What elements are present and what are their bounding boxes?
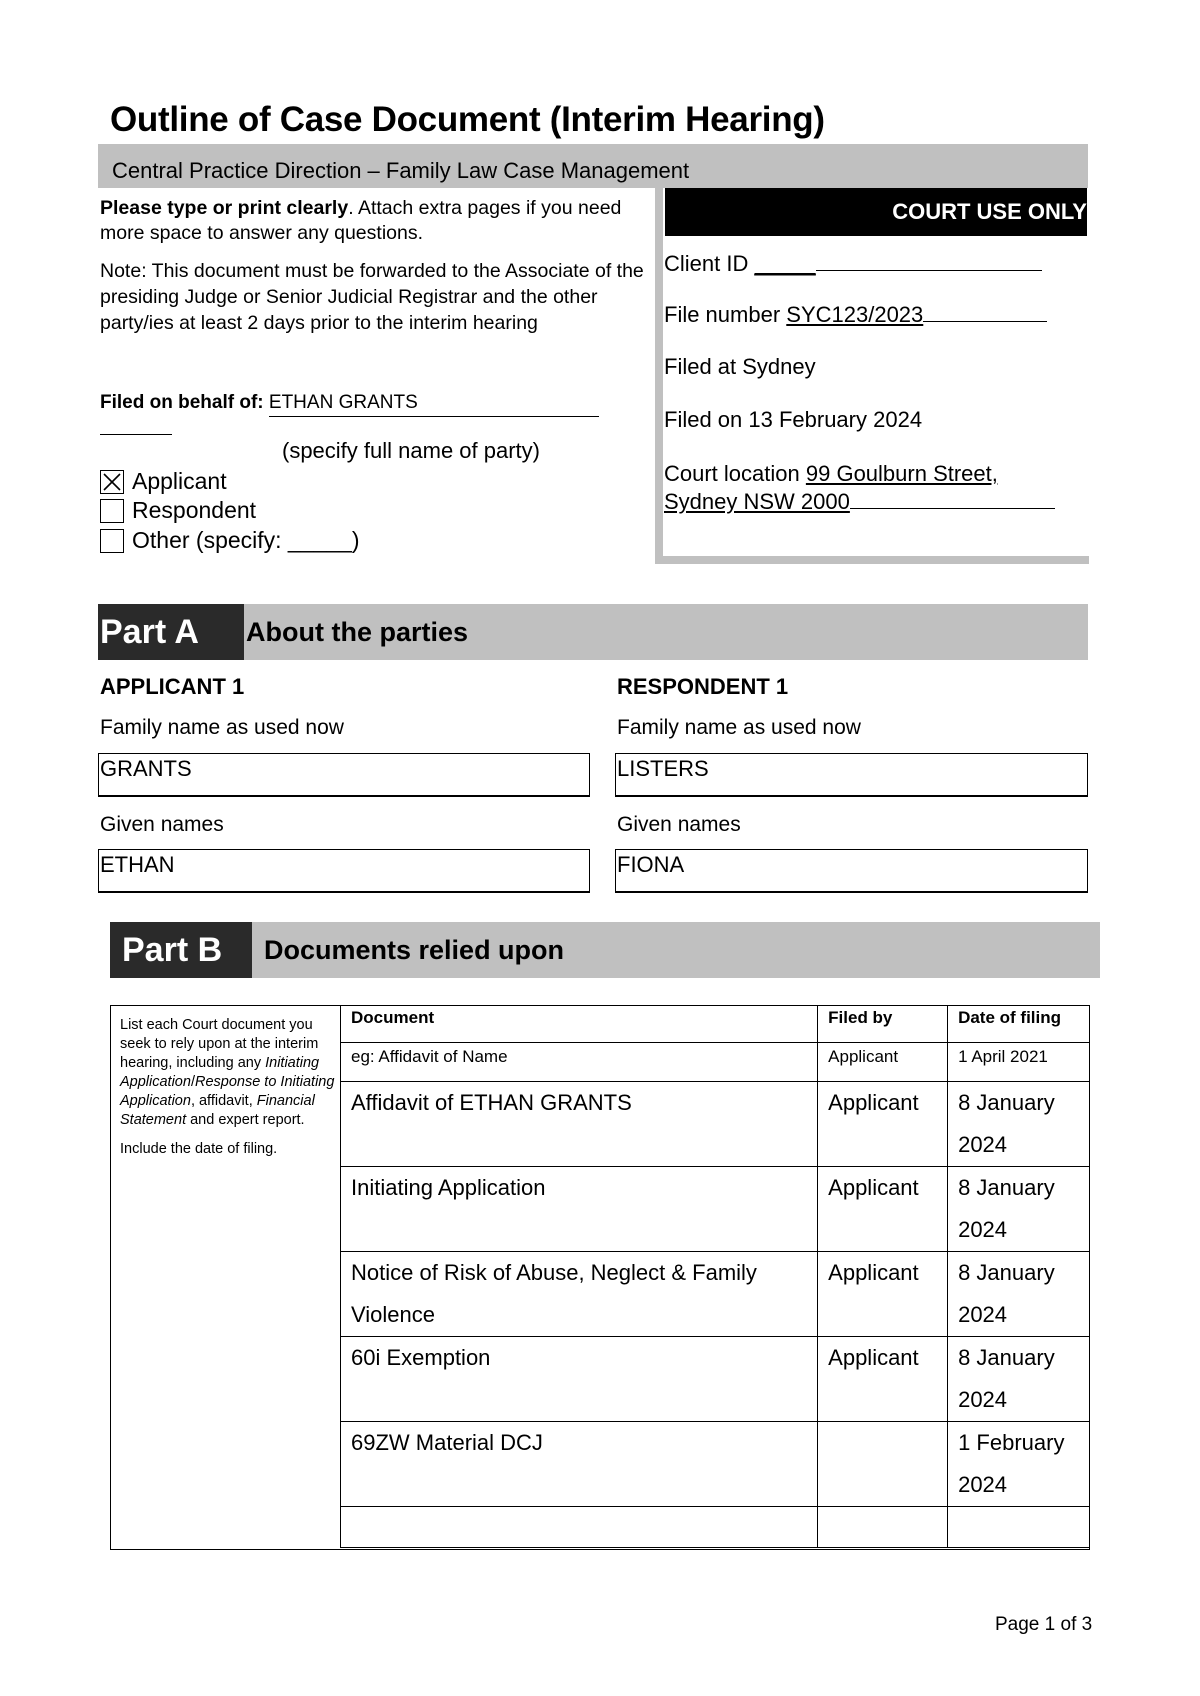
instr-text1: List each Court document you seek to rely upon at the interim hearing, including any [120,1017,319,1071]
date-cell[interactable]: 8 January 2024 [948,1337,1090,1422]
table-header-row [341,1006,1090,1043]
date-cell[interactable]: 8 January 2024 [948,1167,1090,1252]
table-row [341,1167,1090,1252]
instr-sep: / [190,1074,195,1090]
table-example-row [341,1043,1090,1082]
respondent-given-label: Given names [617,813,741,836]
date-cell[interactable]: 8 January 2024 [948,1252,1090,1337]
note-text: Note: This document must be forwarded to the Associate of the presiding Judge or Senior Judicial Registrar and the other party/ies at least 2 days prior to the interim hearing [100,260,644,334]
intro-bold: Please type or print clearly [100,197,349,219]
filed-on-behalf-field[interactable] [269,390,599,417]
respondent-given-input[interactable]: FIONA [615,849,1088,893]
example-filed-by: Applicant [818,1043,948,1082]
filed-by-cell[interactable] [818,1422,948,1507]
court-use-header: COURT USE ONLY [665,188,1087,236]
filed-on: Filed on 13 February 2024 [664,407,923,432]
table-row [341,1422,1090,1507]
date-cell[interactable]: 1 February 2024 [948,1422,1090,1507]
example-date: 1 April 2021 [948,1043,1090,1082]
checkbox-respondent[interactable] [100,499,124,523]
court-location-field[interactable] [664,460,1078,516]
applicant-given-label: Given names [100,813,224,836]
instr-italic3: Financial Statement [120,1093,315,1128]
document-cell[interactable]: Initiating Application [341,1167,818,1252]
filed-on-behalf-continuation [100,420,172,435]
document-cell[interactable]: Affidavit of ETHAN GRANTS [341,1082,818,1167]
instr-text4: Include the date of filing. [120,1141,278,1157]
filed-at: Filed at Sydney [664,354,816,379]
checkbox-respondent-label: Respondent [132,497,257,523]
checkbox-row-respondent[interactable] [100,497,256,524]
court-location-trailing-line [850,508,1055,509]
part-b-title: Documents relied upon [264,935,565,965]
part-b-bar [110,922,1100,978]
checkbox-applicant[interactable] [100,470,124,494]
page-subtitle: Central Practice Direction – Family Law Case Management [112,158,690,183]
document-cell[interactable] [341,1507,818,1548]
filed-on-behalf-label: Filed on behalf of: [100,392,264,413]
document-cell[interactable]: 60i Exemption [341,1337,818,1422]
checkbox-applicant-label: Applicant [132,468,227,494]
court-location-line1: 99 Goulburn Street, [805,461,998,486]
date-cell[interactable]: 8 January 2024 [948,1082,1090,1167]
intro-rest: . Attach extra pages if you need more space to answer any questions. [100,197,622,244]
table-row [341,1337,1090,1422]
checkbox-other-label: Other (specify: _____) [132,527,360,553]
file-number-field[interactable] [664,301,1078,329]
filed-by-cell[interactable]: Applicant [818,1082,948,1167]
example-document: eg: Affidavit of Name [341,1043,818,1082]
page-title: Outline of Case Document (Interim Hearing) [110,100,825,139]
filed-on-behalf [100,390,620,443]
file-number-value: SYC123/2023 [786,302,924,327]
intro-text [100,196,660,246]
applicant-heading: APPLICANT 1 [100,674,245,699]
instr-text2: , affidavit, [190,1093,257,1109]
filed-on-behalf-hint: (specify full name of party) [282,438,540,463]
checkbox-row-other[interactable] [100,527,360,554]
client-id-value: _____ [754,251,816,276]
part-b-label: Part B [110,922,252,978]
column-header-document: Document [341,1006,818,1043]
applicant-given-input[interactable]: ETHAN [98,849,590,893]
court-location-line2: Sydney NSW 2000 [664,489,850,514]
document-cell[interactable]: 69ZW Material DCJ [341,1422,818,1507]
filed-by-cell[interactable]: Applicant [818,1337,948,1422]
date-cell[interactable] [948,1507,1090,1548]
documents-instructions [120,1016,335,1159]
respondent-family-input[interactable]: LISTERS [615,753,1088,797]
document-cell[interactable]: Notice of Risk of Abuse, Neglect & Family Violence [341,1252,818,1337]
respondent-family-label: Family name as used now [617,716,861,739]
column-header-date: Date of filing [948,1006,1090,1043]
part-a-title: About the parties [246,617,469,647]
instr-italic2: Response to Initiating Application [120,1074,335,1109]
page-number: Page 1 of 3 [995,1614,1093,1635]
filed-on-behalf-value: ETHAN GRANTS [268,392,418,413]
file-number-line [923,321,1047,322]
part-a-label: Part A [98,604,244,660]
instr-italic1: Initiating Application [120,1055,320,1090]
table-row [341,1252,1090,1337]
file-number-label: File number [664,302,781,327]
documents-table [340,1005,1090,1548]
filed-by-cell[interactable]: Applicant [818,1167,948,1252]
table-row [341,1507,1090,1548]
respondent-heading: RESPONDENT 1 [617,674,789,699]
client-id-field[interactable] [664,250,1078,278]
filed-by-cell[interactable] [818,1507,948,1548]
applicant-family-input[interactable]: GRANTS [98,753,590,797]
filed-by-cell[interactable]: Applicant [818,1252,948,1337]
instr-text3: and expert report. [186,1112,305,1128]
client-id-label: Client ID [664,251,749,276]
court-location-label: Court location [664,461,800,486]
applicant-family-label: Family name as used now [100,716,344,739]
column-header-filed-by: Filed by [818,1006,948,1043]
checkbox-row-applicant[interactable] [100,468,227,495]
checkbox-other[interactable] [100,529,124,553]
client-id-line [816,270,1042,271]
checkbox-checked-icon [101,471,125,495]
table-row [341,1082,1090,1167]
